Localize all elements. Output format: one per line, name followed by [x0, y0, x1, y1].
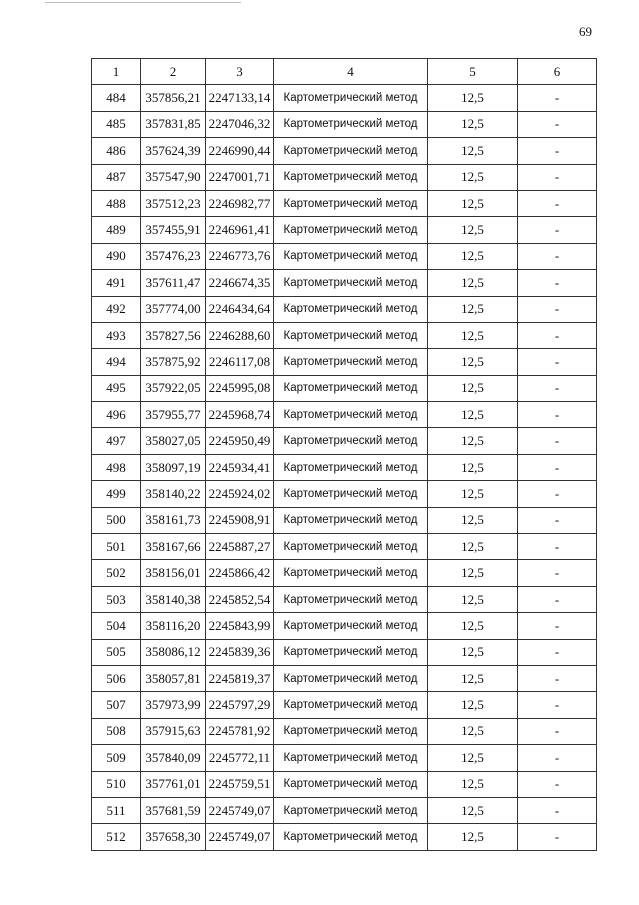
- y-coordinate-cell: 2245924,02: [206, 481, 274, 507]
- method-cell: Картометрический метод: [274, 560, 428, 586]
- table-row: [92, 138, 597, 164]
- y-coordinate-cell: 2245995,08: [206, 375, 274, 401]
- y-coordinate-cell: 2245950,49: [206, 428, 274, 454]
- x-coordinate-cell: 357840,09: [141, 745, 206, 771]
- y-coordinate-cell: 2245887,27: [206, 534, 274, 560]
- description-cell: -: [518, 586, 597, 612]
- description-cell: -: [518, 111, 597, 137]
- point-number-cell: 501: [92, 534, 141, 560]
- method-cell: Картометрический метод: [274, 665, 428, 691]
- point-number-cell: 489: [92, 217, 141, 243]
- point-number-cell: 493: [92, 322, 141, 348]
- method-cell: Картометрический метод: [274, 797, 428, 823]
- x-coordinate-cell: 357856,21: [141, 85, 206, 111]
- table-row: [92, 111, 597, 137]
- header-col-5: 5: [428, 59, 518, 85]
- table-row: [92, 797, 597, 823]
- table-row: [92, 164, 597, 190]
- accuracy-cell: 12,5: [428, 164, 518, 190]
- x-coordinate-cell: 358161,73: [141, 507, 206, 533]
- point-number-cell: 499: [92, 481, 141, 507]
- table-row: [92, 771, 597, 797]
- table-row: [92, 428, 597, 454]
- method-cell: Картометрический метод: [274, 270, 428, 296]
- y-coordinate-cell: 2245819,37: [206, 665, 274, 691]
- accuracy-cell: 12,5: [428, 665, 518, 691]
- description-cell: -: [518, 454, 597, 480]
- y-coordinate-cell: 2245781,92: [206, 718, 274, 744]
- table-row: [92, 270, 597, 296]
- table-row: [92, 534, 597, 560]
- table-row: [92, 454, 597, 480]
- method-cell: Картометрический метод: [274, 375, 428, 401]
- table-row: [92, 692, 597, 718]
- x-coordinate-cell: 357955,77: [141, 402, 206, 428]
- x-coordinate-cell: 358027,05: [141, 428, 206, 454]
- x-coordinate-cell: 357681,59: [141, 797, 206, 823]
- method-cell: Картометрический метод: [274, 190, 428, 216]
- header-col-3: 3: [206, 59, 274, 85]
- accuracy-cell: 12,5: [428, 824, 518, 850]
- table-row: [92, 745, 597, 771]
- description-cell: -: [518, 296, 597, 322]
- accuracy-cell: 12,5: [428, 692, 518, 718]
- description-cell: -: [518, 613, 597, 639]
- x-coordinate-cell: 357547,90: [141, 164, 206, 190]
- accuracy-cell: 12,5: [428, 375, 518, 401]
- y-coordinate-cell: 2246982,77: [206, 190, 274, 216]
- table-row: [92, 243, 597, 269]
- method-cell: Картометрический метод: [274, 85, 428, 111]
- accuracy-cell: 12,5: [428, 534, 518, 560]
- point-number-cell: 498: [92, 454, 141, 480]
- method-cell: Картометрический метод: [274, 507, 428, 533]
- accuracy-cell: 12,5: [428, 270, 518, 296]
- accuracy-cell: 12,5: [428, 217, 518, 243]
- table-row: [92, 613, 597, 639]
- point-number-cell: 490: [92, 243, 141, 269]
- y-coordinate-cell: 2246288,60: [206, 322, 274, 348]
- table-row: [92, 824, 597, 850]
- y-coordinate-cell: 2245852,54: [206, 586, 274, 612]
- y-coordinate-cell: 2247046,32: [206, 111, 274, 137]
- point-number-cell: 486: [92, 138, 141, 164]
- x-coordinate-cell: 357611,47: [141, 270, 206, 296]
- method-cell: Картометрический метод: [274, 402, 428, 428]
- accuracy-cell: 12,5: [428, 586, 518, 612]
- point-number-cell: 497: [92, 428, 141, 454]
- y-coordinate-cell: 2246674,35: [206, 270, 274, 296]
- x-coordinate-cell: 357831,85: [141, 111, 206, 137]
- x-coordinate-cell: 358057,81: [141, 665, 206, 691]
- method-cell: Картометрический метод: [274, 771, 428, 797]
- table-row: [92, 507, 597, 533]
- x-coordinate-cell: 358167,66: [141, 534, 206, 560]
- point-number-cell: 491: [92, 270, 141, 296]
- accuracy-cell: 12,5: [428, 138, 518, 164]
- description-cell: -: [518, 534, 597, 560]
- accuracy-cell: 12,5: [428, 797, 518, 823]
- description-cell: -: [518, 507, 597, 533]
- method-cell: Картометрический метод: [274, 481, 428, 507]
- accuracy-cell: 12,5: [428, 507, 518, 533]
- method-cell: Картометрический метод: [274, 217, 428, 243]
- point-number-cell: 506: [92, 665, 141, 691]
- x-coordinate-cell: 357973,99: [141, 692, 206, 718]
- accuracy-cell: 12,5: [428, 718, 518, 744]
- method-cell: Картометрический метод: [274, 164, 428, 190]
- description-cell: -: [518, 322, 597, 348]
- x-coordinate-cell: 357774,00: [141, 296, 206, 322]
- header-col-6: 6: [518, 59, 597, 85]
- accuracy-cell: 12,5: [428, 85, 518, 111]
- table-row: [92, 586, 597, 612]
- x-coordinate-cell: 357761,01: [141, 771, 206, 797]
- point-number-cell: 494: [92, 349, 141, 375]
- accuracy-cell: 12,5: [428, 481, 518, 507]
- point-number-cell: 509: [92, 745, 141, 771]
- accuracy-cell: 12,5: [428, 639, 518, 665]
- description-cell: -: [518, 692, 597, 718]
- accuracy-cell: 12,5: [428, 322, 518, 348]
- method-cell: Картометрический метод: [274, 692, 428, 718]
- x-coordinate-cell: 357512,23: [141, 190, 206, 216]
- x-coordinate-cell: 358116,20: [141, 613, 206, 639]
- accuracy-cell: 12,5: [428, 111, 518, 137]
- y-coordinate-cell: 2245749,07: [206, 797, 274, 823]
- method-cell: Картометрический метод: [274, 454, 428, 480]
- y-coordinate-cell: 2246434,64: [206, 296, 274, 322]
- description-cell: -: [518, 270, 597, 296]
- description-cell: -: [518, 797, 597, 823]
- description-cell: -: [518, 217, 597, 243]
- table-row: [92, 639, 597, 665]
- method-cell: Картометрический метод: [274, 111, 428, 137]
- description-cell: -: [518, 481, 597, 507]
- y-coordinate-cell: 2245968,74: [206, 402, 274, 428]
- table-row: [92, 481, 597, 507]
- accuracy-cell: 12,5: [428, 296, 518, 322]
- description-cell: -: [518, 375, 597, 401]
- accuracy-cell: 12,5: [428, 560, 518, 586]
- x-coordinate-cell: 357915,63: [141, 718, 206, 744]
- point-number-cell: 510: [92, 771, 141, 797]
- table-row: [92, 296, 597, 322]
- point-number-cell: 487: [92, 164, 141, 190]
- point-number-cell: 496: [92, 402, 141, 428]
- table-row: [92, 190, 597, 216]
- header-col-4: 4: [274, 59, 428, 85]
- y-coordinate-cell: 2245866,42: [206, 560, 274, 586]
- header-col-2: 2: [141, 59, 206, 85]
- x-coordinate-cell: 358140,38: [141, 586, 206, 612]
- accuracy-cell: 12,5: [428, 771, 518, 797]
- point-number-cell: 495: [92, 375, 141, 401]
- point-number-cell: 484: [92, 85, 141, 111]
- accuracy-cell: 12,5: [428, 402, 518, 428]
- x-coordinate-cell: 358086,12: [141, 639, 206, 665]
- method-cell: Картометрический метод: [274, 243, 428, 269]
- y-coordinate-cell: 2245843,99: [206, 613, 274, 639]
- top-rule: [45, 2, 241, 3]
- y-coordinate-cell: 2245759,51: [206, 771, 274, 797]
- method-cell: Картометрический метод: [274, 639, 428, 665]
- point-number-cell: 503: [92, 586, 141, 612]
- accuracy-cell: 12,5: [428, 428, 518, 454]
- x-coordinate-cell: 357455,91: [141, 217, 206, 243]
- method-cell: Картометрический метод: [274, 745, 428, 771]
- accuracy-cell: 12,5: [428, 745, 518, 771]
- coordinates-table: [91, 58, 597, 851]
- y-coordinate-cell: 2247001,71: [206, 164, 274, 190]
- y-coordinate-cell: 2246773,76: [206, 243, 274, 269]
- x-coordinate-cell: 357658,30: [141, 824, 206, 850]
- page-number: 69: [579, 24, 592, 39]
- method-cell: Картометрический метод: [274, 349, 428, 375]
- point-number-cell: 504: [92, 613, 141, 639]
- method-cell: Картометрический метод: [274, 534, 428, 560]
- accuracy-cell: 12,5: [428, 613, 518, 639]
- method-cell: Картометрический метод: [274, 296, 428, 322]
- description-cell: -: [518, 665, 597, 691]
- table-header-row: [92, 59, 597, 85]
- description-cell: -: [518, 85, 597, 111]
- description-cell: -: [518, 639, 597, 665]
- table-row: [92, 560, 597, 586]
- header-col-1: 1: [92, 59, 141, 85]
- point-number-cell: 507: [92, 692, 141, 718]
- point-number-cell: 508: [92, 718, 141, 744]
- y-coordinate-cell: 2245749,07: [206, 824, 274, 850]
- description-cell: -: [518, 718, 597, 744]
- point-number-cell: 492: [92, 296, 141, 322]
- accuracy-cell: 12,5: [428, 243, 518, 269]
- table-row: [92, 375, 597, 401]
- x-coordinate-cell: 357922,05: [141, 375, 206, 401]
- x-coordinate-cell: 357875,92: [141, 349, 206, 375]
- x-coordinate-cell: 358097,19: [141, 454, 206, 480]
- description-cell: -: [518, 824, 597, 850]
- x-coordinate-cell: 357476,23: [141, 243, 206, 269]
- description-cell: -: [518, 402, 597, 428]
- table-body: [92, 85, 597, 850]
- point-number-cell: 500: [92, 507, 141, 533]
- description-cell: -: [518, 243, 597, 269]
- table-row: [92, 665, 597, 691]
- method-cell: Картометрический метод: [274, 428, 428, 454]
- y-coordinate-cell: 2246117,08: [206, 349, 274, 375]
- description-cell: -: [518, 560, 597, 586]
- method-cell: Картометрический метод: [274, 613, 428, 639]
- y-coordinate-cell: 2246990,44: [206, 138, 274, 164]
- point-number-cell: 512: [92, 824, 141, 850]
- method-cell: Картометрический метод: [274, 322, 428, 348]
- y-coordinate-cell: 2246961,41: [206, 217, 274, 243]
- description-cell: -: [518, 190, 597, 216]
- x-coordinate-cell: 358140,22: [141, 481, 206, 507]
- description-cell: -: [518, 745, 597, 771]
- accuracy-cell: 12,5: [428, 190, 518, 216]
- table-row: [92, 85, 597, 111]
- y-coordinate-cell: 2245934,41: [206, 454, 274, 480]
- description-cell: -: [518, 771, 597, 797]
- point-number-cell: 488: [92, 190, 141, 216]
- accuracy-cell: 12,5: [428, 454, 518, 480]
- point-number-cell: 485: [92, 111, 141, 137]
- method-cell: Картометрический метод: [274, 586, 428, 612]
- y-coordinate-cell: 2247133,14: [206, 85, 274, 111]
- x-coordinate-cell: 357624,39: [141, 138, 206, 164]
- accuracy-cell: 12,5: [428, 349, 518, 375]
- description-cell: -: [518, 164, 597, 190]
- table-row: [92, 322, 597, 348]
- table-row: [92, 349, 597, 375]
- point-number-cell: 511: [92, 797, 141, 823]
- description-cell: -: [518, 138, 597, 164]
- method-cell: Картометрический метод: [274, 824, 428, 850]
- y-coordinate-cell: 2245797,29: [206, 692, 274, 718]
- description-cell: -: [518, 349, 597, 375]
- method-cell: Картометрический метод: [274, 138, 428, 164]
- y-coordinate-cell: 2245772,11: [206, 745, 274, 771]
- method-cell: Картометрический метод: [274, 718, 428, 744]
- table-row: [92, 402, 597, 428]
- description-cell: -: [518, 428, 597, 454]
- point-number-cell: 505: [92, 639, 141, 665]
- y-coordinate-cell: 2245908,91: [206, 507, 274, 533]
- x-coordinate-cell: 357827,56: [141, 322, 206, 348]
- table-row: [92, 718, 597, 744]
- y-coordinate-cell: 2245839,36: [206, 639, 274, 665]
- table-row: [92, 217, 597, 243]
- x-coordinate-cell: 358156,01: [141, 560, 206, 586]
- point-number-cell: 502: [92, 560, 141, 586]
